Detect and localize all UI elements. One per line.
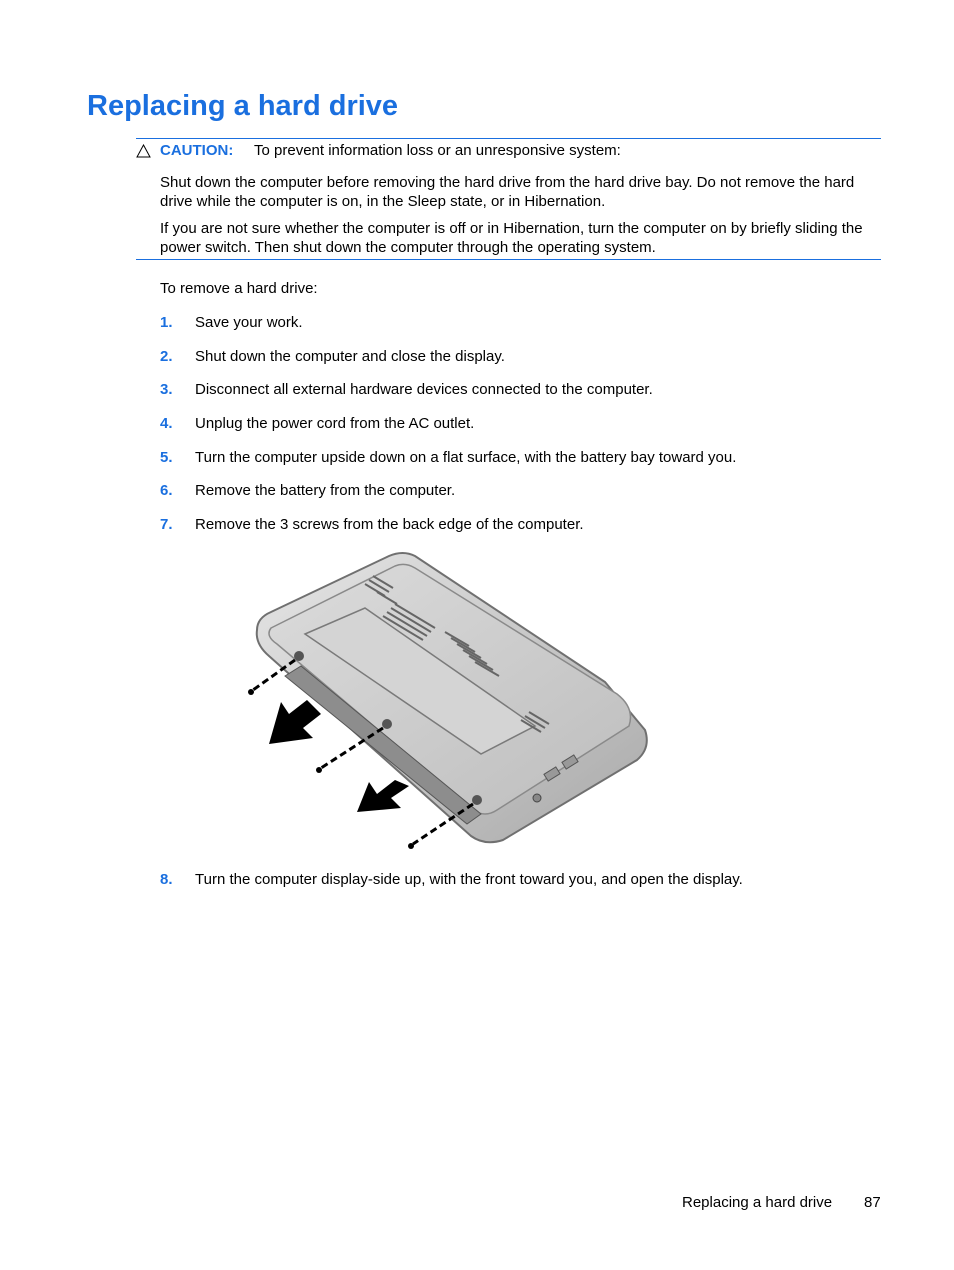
warning-triangle-icon (136, 144, 151, 158)
caution-paragraph: If you are not sure whether the computer is off or in Hibernation, turn the computer on by briefly sliding the power switch. Then shut down the computer through the operating system. (160, 220, 863, 256)
step-text: Save your work. (195, 314, 303, 331)
step-text: Remove the 3 screws from the back edge of the computer. (195, 516, 584, 533)
step-number: 8. (160, 871, 173, 888)
step-text: Turn the computer display-side up, with the front toward you, and open the display. (195, 871, 743, 888)
step-number: 5. (160, 449, 173, 466)
page-title: Replacing a hard drive (87, 90, 399, 122)
caution-label: CAUTION: (160, 142, 234, 159)
step-text: Unplug the power cord from the AC outlet. (195, 415, 475, 432)
caution-box (136, 138, 881, 260)
step-text: Disconnect all external hardware devices connected to the computer. (195, 381, 653, 398)
step-number: 4. (160, 415, 173, 432)
procedure-intro: To remove a hard drive: (160, 280, 318, 297)
step-number: 7. (160, 516, 173, 533)
step-number: 3. (160, 381, 173, 398)
step-number: 1. (160, 314, 173, 331)
footer-section-title: Replacing a hard drive (682, 1194, 833, 1211)
page-number: 87 (864, 1194, 881, 1211)
caution-text: To prevent information loss or an unresponsive system: (254, 142, 621, 159)
step-number: 2. (160, 348, 173, 365)
step-number: 6. (160, 482, 173, 499)
step-text: Shut down the computer and close the display. (195, 348, 505, 365)
step-text: Remove the battery from the computer. (195, 482, 456, 499)
step-text: Turn the computer upside down on a flat surface, with the battery bay toward you. (195, 449, 737, 466)
caution-paragraph: Shut down the computer before removing the hard drive from the hard drive bay. Do not remove the hard drive while the computer is on, in the Sleep state, or in Hibernation. (160, 174, 855, 210)
laptop-underside-illustration (245, 548, 660, 853)
